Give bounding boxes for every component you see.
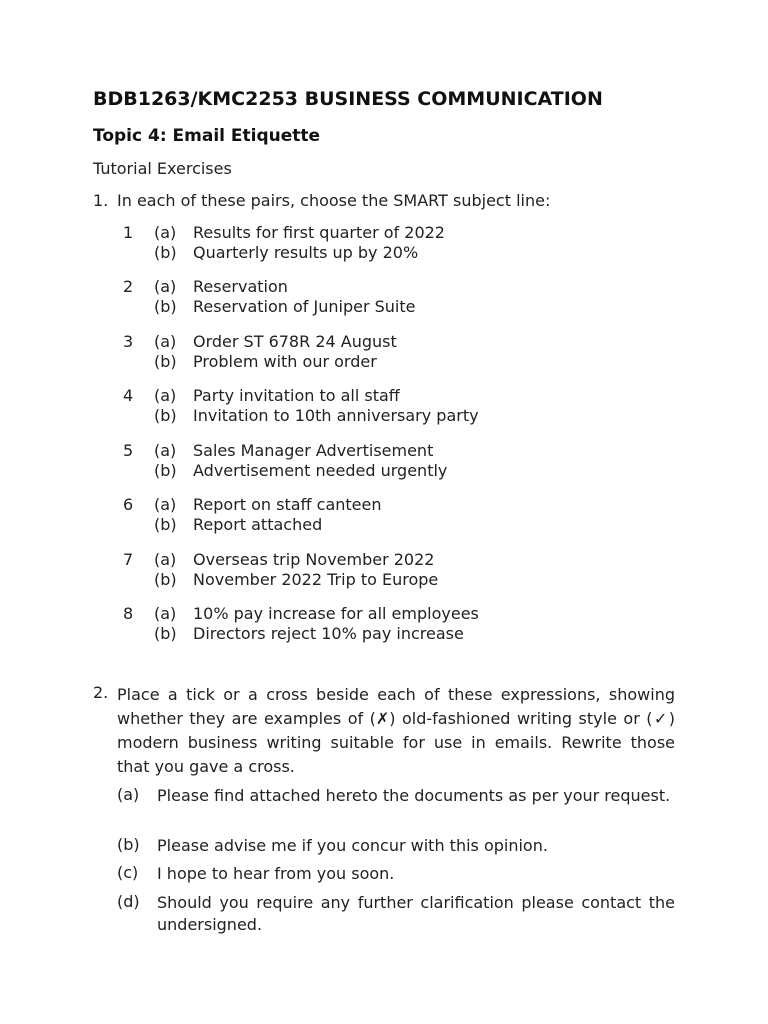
option-a-label: (a) <box>154 441 177 460</box>
option-a-label: (a) <box>154 332 177 351</box>
option-b-text: Quarterly results up by 20% <box>193 243 419 262</box>
question-2-number: 2. <box>93 683 109 702</box>
option-a-text: Sales Manager Advertisement <box>193 441 434 460</box>
option-b-label: (b) <box>154 352 177 371</box>
option-b-text: Problem with our order <box>193 352 377 371</box>
option-b-label: (b) <box>154 243 177 262</box>
option-b-text: Reservation of Juniper Suite <box>193 297 416 316</box>
question-2-prompt: Place a tick or a cross beside each of these expressions, showing whether they are examples of (✗) old-fashioned writing style or (✓) modern business writing suitable for use in emails. Rewrite those that you gave a cross. <box>117 685 675 776</box>
expression-text: Should you require any further clarification please contact the undersigned. <box>157 893 675 934</box>
expression-label: (a) <box>117 785 140 804</box>
option-a-text: Party invitation to all staff <box>193 386 400 405</box>
subject-pair <box>0 223 768 267</box>
option-b-label: (b) <box>154 297 177 316</box>
subject-pair <box>0 495 768 539</box>
pair-number: 5 <box>123 441 134 460</box>
option-a-label: (a) <box>154 386 177 405</box>
pair-number: 8 <box>123 604 134 623</box>
option-a-text: 10% pay increase for all employees <box>193 604 479 623</box>
subject-pair <box>0 550 768 594</box>
option-b-text: Advertisement needed urgently <box>193 461 448 480</box>
topic-title: Topic 4: Email Etiquette <box>93 126 321 146</box>
option-b-text: Directors reject 10% pay increase <box>193 624 464 643</box>
option-b-label: (b) <box>154 570 177 589</box>
pair-number: 2 <box>123 277 134 296</box>
pair-number: 6 <box>123 495 134 514</box>
option-a-text: Report on staff canteen <box>193 495 382 514</box>
subject-pair <box>0 386 768 430</box>
subject-pair <box>0 441 768 485</box>
expression-label: (c) <box>117 863 139 882</box>
option-b-text: November 2022 Trip to Europe <box>193 570 439 589</box>
option-a-label: (a) <box>154 550 177 569</box>
subject-pair <box>0 277 768 321</box>
option-a-label: (a) <box>154 277 177 296</box>
pair-number: 7 <box>123 550 134 569</box>
subject-pair <box>0 332 768 376</box>
section-subtitle: Tutorial Exercises <box>93 159 232 178</box>
option-a-text: Results for first quarter of 2022 <box>193 223 445 242</box>
question-1-prompt: In each of these pairs, choose the SMART subject line: <box>117 191 551 210</box>
option-a-text: Order ST 678R 24 August <box>193 332 397 351</box>
question-1-number: 1. <box>93 191 109 210</box>
option-b-text: Report attached <box>193 515 323 534</box>
subject-pair <box>0 604 768 648</box>
expression-text: Please advise me if you concur with this opinion. <box>157 836 548 855</box>
pair-number: 1 <box>123 223 134 242</box>
option-a-label: (a) <box>154 604 177 623</box>
expression-text: Please find attached hereto the documents as per your request. <box>157 786 671 805</box>
option-b-text: Invitation to 10th anniversary party <box>193 406 479 425</box>
expression-label: (d) <box>117 892 140 911</box>
pair-number: 3 <box>123 332 134 351</box>
option-b-label: (b) <box>154 461 177 480</box>
option-b-label: (b) <box>154 624 177 643</box>
expression-label: (b) <box>117 835 140 854</box>
option-b-label: (b) <box>154 406 177 425</box>
course-title: BDB1263/KMC2253 BUSINESS COMMUNICATION <box>93 88 603 110</box>
pair-number: 4 <box>123 386 134 405</box>
option-a-label: (a) <box>154 223 177 242</box>
option-a-text: Overseas trip November 2022 <box>193 550 435 569</box>
option-a-text: Reservation <box>193 277 288 296</box>
expression-text: I hope to hear from you soon. <box>157 864 395 883</box>
option-b-label: (b) <box>154 515 177 534</box>
option-a-label: (a) <box>154 495 177 514</box>
